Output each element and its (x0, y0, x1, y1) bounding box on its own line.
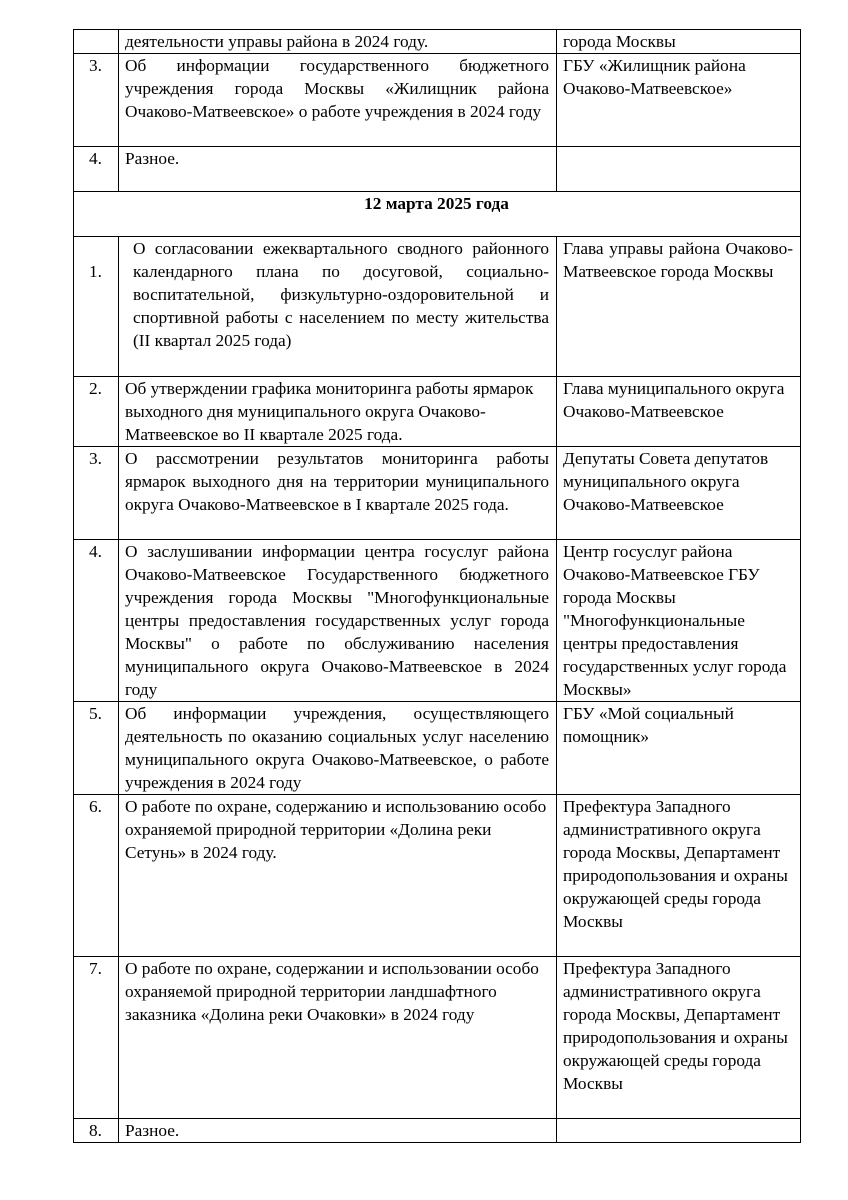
section-date-row (74, 192, 801, 237)
item-responsible: ГБУ «Жилищник района Очаково-Матвеевское» (557, 54, 801, 147)
item-responsible: ГБУ «Мой социальный помощник» (557, 702, 801, 795)
table-row (74, 447, 801, 540)
section-date: 12 марта 2025 года (74, 192, 801, 237)
item-responsible: Депутаты Совета депутатов муниципального округа Очаково-Матвеевское (557, 447, 801, 540)
table-row (74, 795, 801, 957)
item-number (74, 30, 119, 54)
table-row (74, 147, 801, 192)
item-responsible (557, 147, 801, 192)
table-row (74, 30, 801, 54)
item-subject: Об информации учреждения, осуществляющего деятельность по оказанию социальных услуг населению муниципального округа Очаково-Матвеевское, о работе учреждения в 2024 году (119, 702, 557, 795)
item-responsible: Глава муниципального округа Очаково-Матвеевское (557, 377, 801, 447)
item-subject: О рассмотрении результатов мониторинга работы ярмарок выходного дня на территории муниципального округа Очаково-Матвеевское в I квартале 2025 года. (119, 447, 557, 540)
item-number: 3. (74, 54, 119, 147)
item-number: 4. (74, 540, 119, 702)
item-number: 5. (74, 702, 119, 795)
item-subject: О согласовании ежеквартального сводного районного календарного плана по досуговой, социально-воспитательной, физкультурно-оздоровительной и спортивной работы с населением по месту жительства (II квартал 2025 года) (119, 237, 557, 377)
item-number: 3. (74, 447, 119, 540)
table-row (74, 702, 801, 795)
item-number: 1. (74, 237, 119, 377)
item-subject: Об информации государственного бюджетного учреждения города Москвы «Жилищник района Очаково-Матвеевское» о работе учреждения в 2024 году (119, 54, 557, 147)
table-row (74, 957, 801, 1119)
item-subject: Об утверждении графика мониторинга работы ярмарок выходного дня муниципального округа Очаково-Матвеевское во II квартале 2025 года. (119, 377, 557, 447)
item-responsible: Центр госуслуг района Очаково-Матвеевское ГБУ города Москвы "Многофункциональные центры предоставления государственных услуг города Москвы» (557, 540, 801, 702)
item-number: 4. (74, 147, 119, 192)
table-row (74, 540, 801, 702)
table-row (74, 54, 801, 147)
item-responsible: города Москвы (557, 30, 801, 54)
agenda-table (73, 29, 801, 1143)
item-subject: О работе по охране, содержании и использовании особо охраняемой природной территории ландшафтного заказника «Долина реки Очаковки» в 2024 году (119, 957, 557, 1119)
table-row (74, 377, 801, 447)
item-subject: О заслушивании информации центра госуслуг района Очаково-Матвеевское Государственного бюджетного учреждения города Москвы "Многофункциональные центры предоставления государственных услуг города Москвы" о работе по обслуживанию населения муниципального округа Очаково-Матвеевское в 2024 году (119, 540, 557, 702)
item-responsible: Глава управы района Очаково-Матвеевское города Москвы (557, 237, 801, 377)
table-row (74, 1119, 801, 1143)
item-subject: Разное. (119, 147, 557, 192)
item-responsible (557, 1119, 801, 1143)
item-number: 2. (74, 377, 119, 447)
table-row (74, 237, 801, 377)
item-responsible: Префектура Западного административного округа города Москвы, Департамент природопользования и охраны окружающей среды города Москвы (557, 957, 801, 1119)
item-subject: Разное. (119, 1119, 557, 1143)
item-number: 8. (74, 1119, 119, 1143)
item-number: 6. (74, 795, 119, 957)
item-subject: деятельности управы района в 2024 году. (119, 30, 557, 54)
item-responsible: Префектура Западного административного округа города Москвы, Департамент природопользования и охраны окружающей среды города Москвы (557, 795, 801, 957)
item-number: 7. (74, 957, 119, 1119)
item-subject: О работе по охране, содержанию и использованию особо охраняемой природной территории «Долина реки Сетунь» в 2024 году. (119, 795, 557, 957)
